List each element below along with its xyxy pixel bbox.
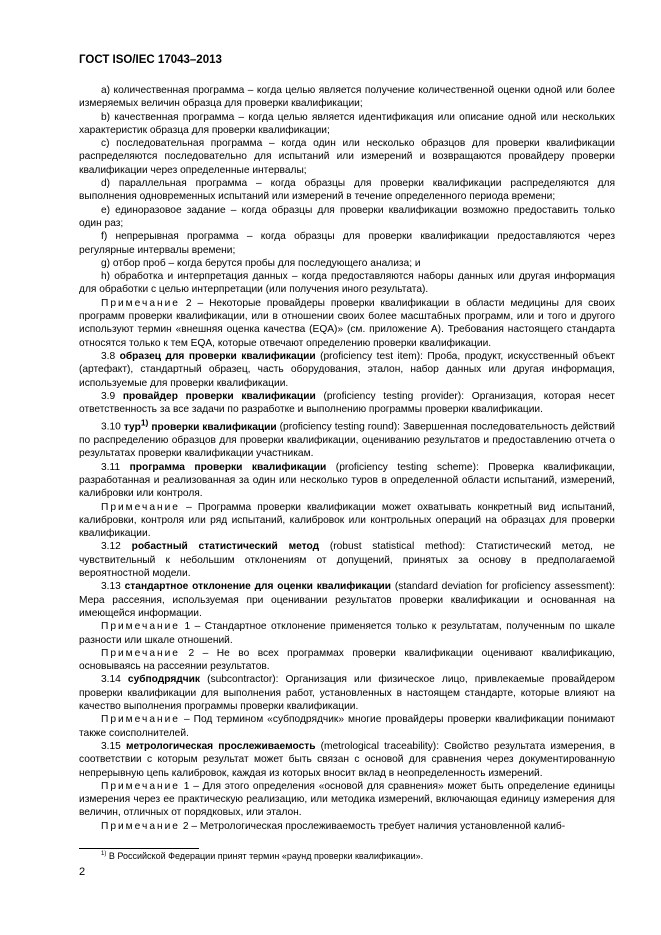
list-item: b) качественная программа – когда целью является идентификация или описание одной или нескольких характеристик образца для проверки квалификации; <box>79 111 615 136</box>
term: метрологическая прослеживаемость <box>125 740 316 752</box>
term: тур$^{1)}$ проверки квалификации <box>123 417 277 433</box>
note-paragraph: Примечание – Под термином «субподрядчик» многие провайдеры проверки квалификации понимают также соисполнителей. <box>79 714 615 739</box>
definition-3-10: 3.10 тур$^{1)}$ проверки квалификации (proficiency testing round): Завершенная последовательность действий по распределению образцов для проверки квалификации, оцениванию результатов и предоставлению отчета о результатах проверки квалификации участникам. <box>79 417 615 460</box>
term: стандартное отклонение для оценки квалификации <box>124 581 392 593</box>
note-paragraph: Примечание 2 – Не во всех программах проверки квалификации оценивают квалификацию, основываясь на рассеянии результатов. <box>79 647 615 673</box>
definition-3-11: 3.11 программа проверки квалификации (proficiency testing scheme): Проверка квалификации, разработанная и реализованная за один или несколько туров в определенной области испытаний, измерений, калибровки или контроля. <box>79 461 615 500</box>
definition-3-8: 3.8 образец для проверки квалификации (proficiency test item): Проба, продукт, искусственный объект (артефакт), стандартный образец, часть оборудования, эталон, набор данных или другая информация, используемые для проверки квалификации. <box>79 350 615 389</box>
term: образец для проверки квалификации <box>119 350 316 362</box>
definition-3-13: 3.13 стандартное отклонение для оценки квалификации (standard deviation for proficiency assessment): Мера рассеяния, используемая при оценивании результатов проверки квалификации и основанная на имеющейся информации. <box>79 581 615 619</box>
footnote-mark: 1) <box>101 851 107 857</box>
note-paragraph: Примечание 2 – Метрологическая прослеживаемость требует наличия установленной калиб- <box>101 820 566 832</box>
note-paragraph: Примечание 1 – Для этого определения «основой для сравнения» может быть определение единицы измерения через ее практическую реализацию, или методика измерений, включающая единицу измерения для величин, отличных от порядковых, или эталон. <box>79 780 615 819</box>
list-item: g) отбор проб – когда берутся пробы для последующего анализа; и <box>101 257 421 269</box>
note-paragraph: Примечание 1 – Стандартное отклонение применяется только к результатам, полученным по шкале разности или шкале отношений. <box>79 621 615 646</box>
definition-3-12: 3.12 робастный статистический метод (robust statistical method): Статистический метод, не чувствительный к небольшим отклонениям от допущений, принятых за основу в предполагаемой вероятностной модели. <box>79 541 615 580</box>
document-header: ГОСТ ISO/IEC 17043–2013 <box>79 54 222 66</box>
definition-3-15: 3.15 метрологическая прослеживаемость (metrological traceability): Свойство результата измерения, в соответствии с которым результат может быть связан с основой для сравнения через документированную непрерывную цепь калибровок, каждая из которых вносит вклад в неопределенность измерений. <box>79 740 615 779</box>
document-body <box>79 84 615 833</box>
term: программа проверки квалификации <box>129 461 327 473</box>
note-label: Примечание <box>101 297 180 309</box>
footnote-text: В Российской Федерации принят термин «раунд проверки квалификации». <box>108 851 424 861</box>
page-number: 2 <box>79 866 86 878</box>
list-item: c) последовательная программа – когда один или несколько образцов для проверки квалификации распределяются последовательно для испытаний или измерений и возвращаются провайдеру проверки квалификации через определенные интервалы; <box>79 138 615 176</box>
definition-3-9: 3.9 провайдер проверки квалификации (proficiency testing provider): Организация, которая несет ответственность за все задачи по разработке и выполнению программы проверки квалификации. <box>79 390 615 416</box>
term: субподрядчик <box>127 674 201 686</box>
list-item: e) единоразовое задание – когда образцы для проверки квалификации возможно предоставить только один раз; <box>79 204 615 229</box>
note-paragraph: Примечание 2 – Некоторые провайдеры проверки квалификации в области медицины для своих программ проверки квалификации, или в отношении своих более масштабных программ, или и того и другого используют термин «внешняя оценка качества (EQA)» (см. приложение А). Требования настоящего стандарта относятся только к тем EQA, которые отвечают определению проверки квалификации. <box>79 297 615 349</box>
list-item: d) параллельная программа – когда образцы для проверки квалификации распределяются для выполнения одновременных испытаний или измерений в течение определенного периода времени; <box>79 178 615 203</box>
term: провайдер проверки квалификации <box>122 390 316 402</box>
list-item: h) обработка и интерпретация данных – когда предоставляются наборы данных или другая информация для обработки с целью интерпретации (или получения иного результата). <box>79 271 615 296</box>
definition-3-14: 3.14 субподрядчик (subcontractor): Организация или физическое лицо, привлекаемые провайдером проверки квалификации для выполнения работ, установленных в настоящем стандарте, которые влияют на качество выполнения программы проверки квалификации. <box>79 674 615 713</box>
note-paragraph: Примечание – Программа проверки квалификации может охватывать конкретный вид испытаний, калибровки, контроля или ряд испытаний, калибровок или контрольных операций на образцах для проверки квалификации. <box>79 501 615 540</box>
footnote <box>101 851 423 861</box>
footnote-divider <box>79 848 199 849</box>
term: робастный статистический метод <box>131 541 320 553</box>
footnote-ref: 1) <box>140 417 149 428</box>
list-item: f) непрерывная программа – когда образцы для проверки квалификации предоставляются через регулярные интервалы времени; <box>79 231 615 256</box>
list-item: a) количественная программа – когда целью является получение количественной оценки одной или более измеряемых величин образца для проверки квалификации; <box>79 85 615 110</box>
